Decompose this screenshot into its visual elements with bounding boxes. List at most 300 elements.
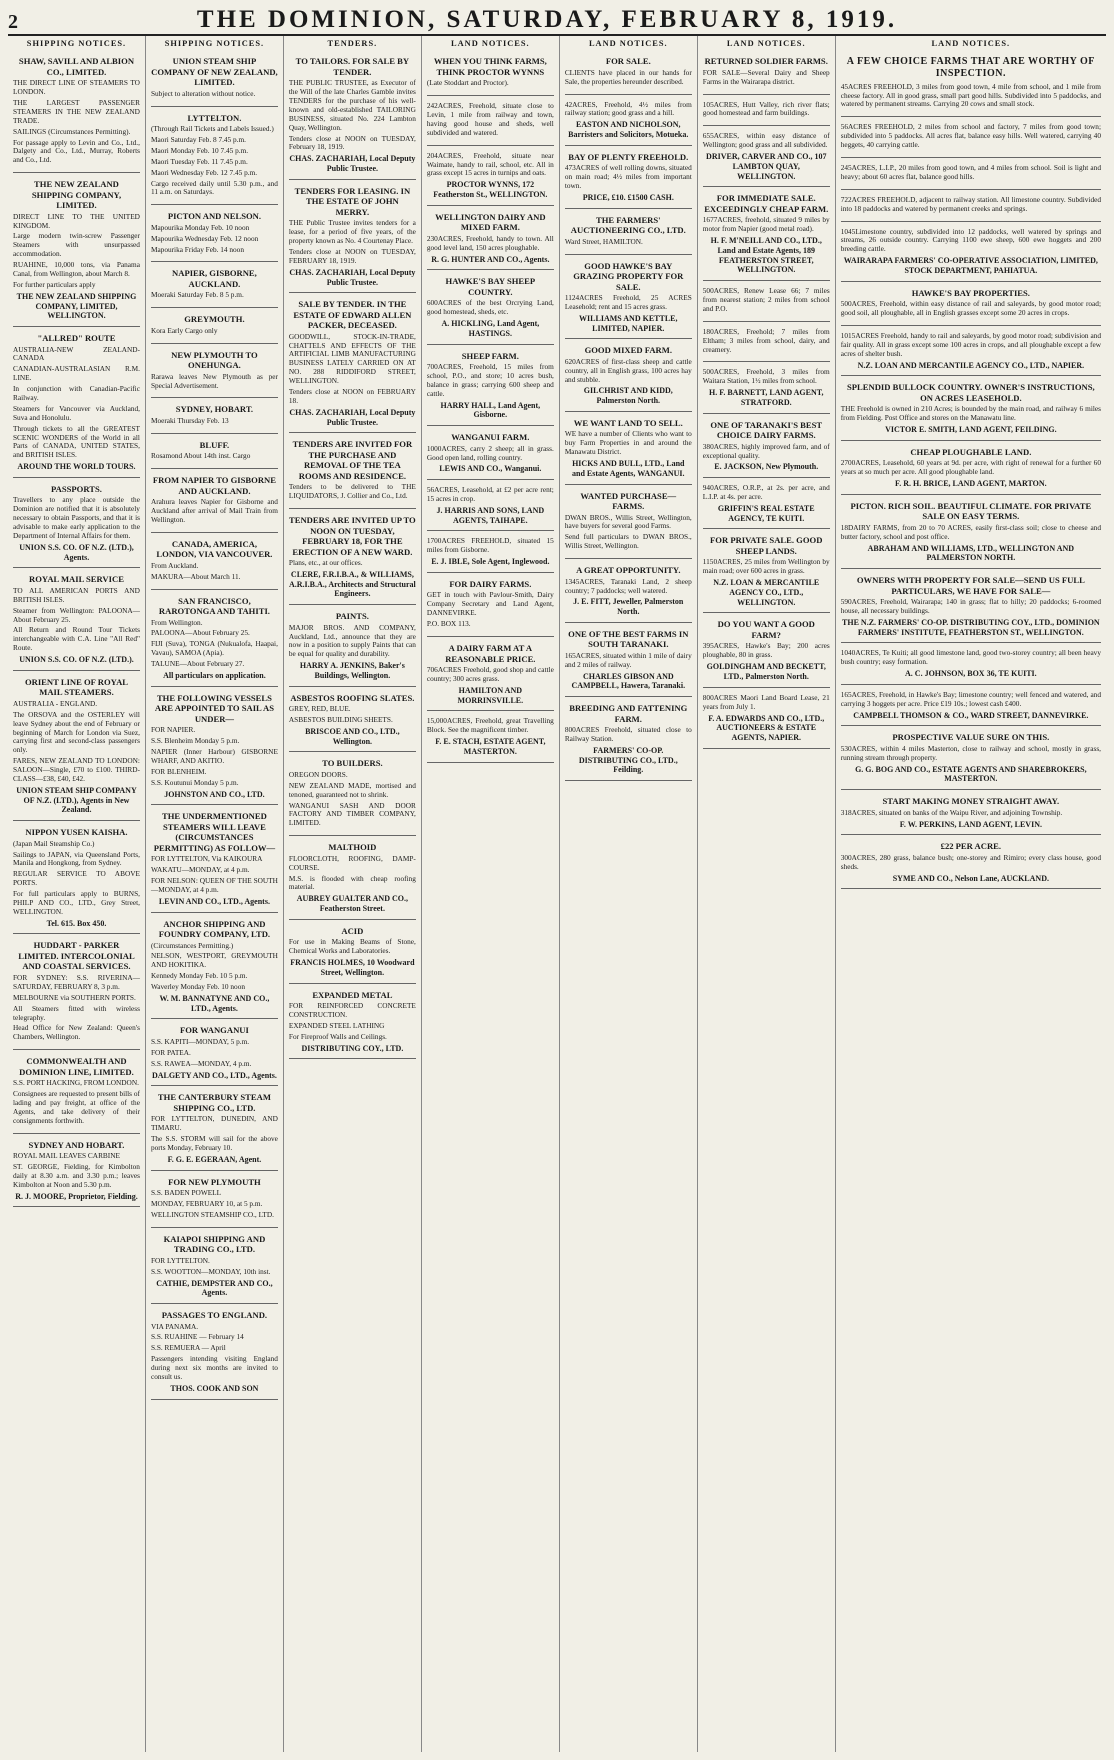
ad-text: OREGON DOORS. xyxy=(288,769,348,779)
ad-text: Ward Street, HAMILTON. xyxy=(564,236,643,246)
ad-text: FOR PATEA. xyxy=(150,1047,191,1057)
ad-text: SAILINGS (Circumstances Permitting). xyxy=(13,126,131,136)
ad-text: 245ACRES, L.I.P., 20 miles from good town, and 4 miles from school. Soil is light and heavy; about 60 acres flat, balance good hills. xyxy=(840,162,1101,181)
advertisement xyxy=(427,273,554,344)
ad-title: WANGANUI FARM. xyxy=(451,432,530,443)
ad-signature: F. G. E. EGERAAN, Agent. xyxy=(167,1154,262,1164)
column-heading: LAND NOTICES. xyxy=(451,39,530,48)
ad-title: ORIENT LINE OF ROYAL MAIL STEAMERS. xyxy=(24,676,129,698)
column-heading: SHIPPING NOTICES. xyxy=(164,39,265,48)
ad-signature: FARMERS' CO-OP. DISTRIBUTING CO., LTD., Feilding. xyxy=(578,745,678,775)
ad-text: 722ACRES FREEHOLD, adjacent to railway station. All limestone country. Subdivided into 18 paddocks and watered by permanent creeks and springs. xyxy=(840,194,1101,213)
advertisement xyxy=(13,176,140,327)
acreage-number: 45 xyxy=(840,81,849,91)
ad-title: A DAIRY FARM AT A REASONABLE PRICE. xyxy=(445,643,536,664)
ad-signature: W. M. BANNATYNE AND CO., LTD., Agents. xyxy=(159,993,270,1013)
ad-title: THE UNDERMENTIONED STEAMERS WILL LEAVE (CIRCUMSTANCES PERMITTING) AS FOLLOW— xyxy=(153,811,276,853)
ad-title: A GREAT OPPORTUNITY. xyxy=(576,565,681,576)
ad-signature: HARRY A. JENKINS, Baker's Buildings, Wellington. xyxy=(299,661,405,680)
ad-signature: PRICE, £10. £1500 CASH. xyxy=(582,192,674,202)
ad-text: 655ACRES, within easy distance of Wellington; good grass and all subdivided. xyxy=(702,131,830,150)
ad-text: DIRECT LINE TO THE UNITED KINGDOM. xyxy=(13,211,140,230)
ad-text: P.O. BOX 113. xyxy=(426,619,471,629)
advertisement xyxy=(151,1231,278,1304)
masthead xyxy=(8,4,1106,36)
ad-text: Large modern twin-screw Passenger Steamers with unsurpassed accommodation. xyxy=(13,231,140,259)
acreage-number: 56 xyxy=(426,485,435,495)
acreage-number: 1045 xyxy=(840,226,856,236)
ad-signature: R. G. HUNTER AND CO., Agents. xyxy=(431,254,550,264)
ad-text: S.S. REMUERA — April xyxy=(150,1343,226,1353)
ad-signature: ABRAHAM AND WILLIAMS, LTD., WELLINGTON AND PALMERSTON NORTH. xyxy=(867,543,1075,563)
advertisement xyxy=(13,571,140,670)
ad-title: FOR IMMEDIATE SALE. EXCEEDINGLY CHEAP FARM. xyxy=(704,193,829,214)
ad-signature: J. HARRIS AND SONS, LAND AGENTS, TAIHAPE. xyxy=(436,505,545,525)
ad-text: FOR NELSON: QUEEN OF THE SOUTH—MONDAY, at 4 p.m. xyxy=(150,876,278,894)
ad-text: THE Public Trustee invites tenders for a lease, for a period of five years, of the property known as No. 4 Courtenay Place. xyxy=(288,218,416,246)
advertisement xyxy=(565,212,692,255)
acreage-number: 165 xyxy=(840,689,852,699)
ad-text: 1345ACRES, Taranaki Land, 2 sheep country; 7 paddocks; well watered. xyxy=(564,576,692,595)
ad-text: Head Office for New Zealand: Queen's Chambers, Wellington. xyxy=(13,1023,140,1042)
advertisement xyxy=(427,429,554,480)
ad-signature: All particulars on application. xyxy=(163,671,266,681)
ad-text: Tenders to be delivered to THE LIQUIDATORS, J. Collier and Co., Ltd. xyxy=(288,482,416,501)
column-3 xyxy=(284,36,422,1752)
ad-text: Through tickets to all the GREATEST SCENIC WONDERS of the World in all Parts of CANADA, UNITED STATES, and BRITISH ISLES. xyxy=(13,423,140,460)
ad-signature: Tel. 615. Box 450. xyxy=(46,918,107,928)
ad-text: 300ACRES, 280 grass, balance bush; one-storey and Rimiro; every class house, good sheds. xyxy=(840,852,1101,871)
ad-text: From Wellington. xyxy=(150,617,203,627)
ad-text: MAJOR BROS. AND COMPANY, Auckland, Ltd., announce that they are now in a position to supply Paints that can be equal for quality and durability. xyxy=(288,622,416,659)
ad-text: Mapourika Monday Feb. 10 noon xyxy=(150,222,250,232)
acreage-number: 180 xyxy=(702,326,714,336)
ad-title: SPLENDID BULLOCK COUNTRY. OWNER'S INSTRUCTIONS, ON ACRES LEASEHOLD. xyxy=(847,382,1095,403)
ad-signature: WILLIAMS AND KETTLE, LIMITED, NAPIER. xyxy=(579,313,678,333)
ad-signature: BRISCOE AND CO., LTD., Wellington. xyxy=(305,726,400,746)
ad-title: FOR SALE. xyxy=(605,56,651,67)
ad-signature: THOS. COOK AND SON xyxy=(170,1383,259,1393)
advertisement xyxy=(151,311,278,343)
ad-text: The ORSOVA and the OSTERLEY will leave Sydney about the end of February or beginning of March for London via Suez, carrying first and second-class passengers only. xyxy=(13,709,140,755)
advertisement xyxy=(841,120,1101,158)
ad-text: WELLINGTON STEAMSHIP CO., LTD. xyxy=(150,1209,274,1219)
ad-text: Maori Saturday Feb. 8 7.45 p.m. xyxy=(150,134,247,144)
page-number: 2 xyxy=(8,11,18,33)
advertisement xyxy=(841,793,1101,835)
ad-signature: J. E. FITT, Jeweller, Palmerston North. xyxy=(573,597,684,617)
ad-text: Travellers to any place outside the Dominion are notified that it is absolutely necessary to obtain Passports, and that it is advisable to make early application to the Department of Internal Affairs for them. xyxy=(13,495,140,541)
ad-title: PICTON AND NELSON. xyxy=(167,211,262,222)
ad-signature: AUBREY GUALTER AND CO., Featherston Street. xyxy=(296,894,408,914)
advertisement xyxy=(151,208,278,262)
ad-signature: F. E. STACH, ESTATE AGENT, MASTERTON. xyxy=(435,737,546,756)
acreage-number: 42 xyxy=(564,99,573,109)
ad-signature: N.Z. LOAN AND MERCANTILE AGENCY CO., LTD., NAPIER. xyxy=(857,360,1085,370)
advertisement xyxy=(841,498,1101,569)
ad-text: REGULAR SERVICE TO ABOVE PORTS. xyxy=(13,869,140,888)
advertisement xyxy=(703,284,830,322)
ad-text: 242ACRES, Freehold, situate close to Levin, 1 mile from railway and town, having good house and sheds, well subdivided and watered. xyxy=(426,101,554,137)
ad-text: 2700ACRES, Leasehold, 60 years at 9d. per acre, with right of renewal for a further 60 years at so much per acre. All good ploughable land. xyxy=(840,458,1101,477)
ad-signature: E. JACKSON, New Plymouth. xyxy=(714,462,819,472)
ad-text: RUAHINE, 10,000 tons, via Panama Canal, from Wellington, about March 8. xyxy=(13,260,140,279)
ad-title: SHAW, SAVILL AND ALBION CO., LIMITED. xyxy=(18,56,135,77)
column-heading: LAND NOTICES. xyxy=(931,39,1011,48)
ad-title: FOR PRIVATE SALE. GOOD SHEEP LANDS. xyxy=(710,535,823,556)
advertisement xyxy=(427,714,554,762)
advertisement xyxy=(289,183,416,293)
ad-text: 45ACRES FREEHOLD, 3 miles from good town, 4 mile from school, and 1 mile from cheese factory. All in good grass, small part good hills. Subdivided into 5 paddocks, and watered by permanent streams. Carrying 20 cows and small stock. xyxy=(840,81,1101,109)
ad-signature: LEVIN AND CO., LTD., Agents. xyxy=(158,896,270,906)
advertisement xyxy=(703,53,830,94)
acreage-number: 1150 xyxy=(702,557,718,567)
ad-text: Subject to alteration without notice. xyxy=(150,88,256,98)
ad-text: 590ACRES, Freehold, Wairarapa; 140 in grass; flat to hilly; 20 paddocks; 6-roomed house, all necessary buildings. xyxy=(840,597,1101,616)
ad-title: EXPANDED METAL xyxy=(312,989,393,1000)
ad-text: THE Freehold is owned in 210 Acres; is bounded by the main road, and railway 6 miles from Fielding. Post Office and stores on the Manawatu line. xyxy=(840,404,1101,423)
ad-signature: CHAS. ZACHARIAH, Local Deputy Public Trustee. xyxy=(289,407,416,427)
ad-text: 165ACRES, Freehold, in Hawke's Bay; limestone country; well fenced and watered, and carrying 3 hoggets per acre. Price £19 10s.; lowest cash £400. xyxy=(840,689,1101,708)
advertisement xyxy=(841,193,1101,222)
ad-title: LYTTELTON. xyxy=(187,112,242,123)
ad-text: 318ACRES, situated on banks of the Waipu River, and adjoining Township. xyxy=(840,807,1063,817)
column-heading: LAND NOTICES. xyxy=(726,39,806,48)
acreage-number: 1000 xyxy=(426,443,442,453)
ad-text: All Return and Round Tour Tickets interchangeable with C.A. Line "All Red" Route. xyxy=(13,625,140,653)
ad-signature: EASTON AND NICHOLSON, Barristers and Solicitors, Motueka. xyxy=(568,120,689,140)
ad-title: TENDERS ARE INVITED UP TO NOON ON TUESDAY, FEBRUARY 18, FOR THE ERECTION OF A NEW WARD. xyxy=(289,515,416,557)
advertisement xyxy=(13,824,140,934)
advertisement xyxy=(427,640,554,711)
ad-text: Passengers intending visiting England during next six months are invited to consult us. xyxy=(150,1354,278,1382)
ad-text: FOR REINFORCED CONCRETE CONSTRUCTION. xyxy=(288,1001,416,1019)
ad-text: EXPANDED STEEL LATHING xyxy=(288,1020,385,1030)
ad-title: GOOD HAWKE'S BAY GRAZING PROPERTY FOR SALE. xyxy=(573,260,684,292)
ad-text: FOR BLENHEIM. xyxy=(150,766,207,776)
ad-text: ASBESTOS BUILDING SHEETS. xyxy=(288,715,393,725)
ad-text: Maori Monday Feb. 10 7.45 p.m. xyxy=(150,145,249,155)
ad-signature: HAMILTON AND MORRINSVILLE. xyxy=(457,685,524,705)
acreage-number: 655 xyxy=(702,131,714,141)
advertisement xyxy=(151,437,278,469)
advertisement xyxy=(841,225,1101,282)
acreage-number: 500 xyxy=(702,367,714,377)
advertisement xyxy=(427,534,554,573)
ad-title: "ALLRED" ROUTE xyxy=(37,333,116,344)
column-4 xyxy=(422,36,560,1752)
advertisement xyxy=(289,839,416,920)
ad-signature: PROCTOR WYNNS, 172 Featherston St., WELLINGTON. xyxy=(433,180,548,200)
advertisement xyxy=(151,53,278,106)
ad-text: PALOONA—About February 25. xyxy=(150,628,250,638)
advertisement xyxy=(703,691,830,749)
acreage-number: 800 xyxy=(564,725,576,735)
ad-signature: H. F. BARNETT, LAND AGENT, STRATFORD. xyxy=(708,388,824,407)
ad-signature: CLERE, F.R.I.B.A., & WILLIAMS, A.R.I.B.A., Architects and Structural Engineers. xyxy=(289,569,416,599)
ad-text: Waverley Monday Feb. 10 noon xyxy=(150,982,246,992)
ad-signature: DALGETY AND CO., LTD., Agents. xyxy=(151,1070,277,1080)
ad-text: CANADIAN-AUSTRALASIAN R.M. LINE. xyxy=(13,364,140,383)
ad-text: NELSON, WESTPORT, GREYMOUTH AND HOKITIKA. xyxy=(150,951,278,970)
ad-signature: GOLDINGHAM AND BECKETT, LTD., Palmerston North. xyxy=(706,662,826,681)
ad-text: 1045Limestone country, subdivided into 12 paddocks, well watered by springs and streams, 26 outside country. Carrying 1100 ewe sheep, 600 ewe hoggets and 200 breeding cattle. xyxy=(840,226,1101,254)
ad-text: The S.S. STORM will sail for the above ports Monday, February 10. xyxy=(150,1134,278,1153)
ad-text: 380ACRES, highly improved farm, and of exceptional quality. xyxy=(702,441,830,460)
ad-text: FARES, NEW ZEALAND TO LONDON: SALOON—Single, £70 to £100. THIRD-CLASS—£38, £40, £42. xyxy=(13,756,140,783)
ad-text: Plans, etc., at our offices. xyxy=(288,557,363,567)
advertisement xyxy=(151,593,278,687)
ad-text: Steamers for Vancouver via Auckland, Suva and Honolulu. xyxy=(13,403,140,422)
ad-text: 204ACRES, Freehold, situate near Waimate, handy to rail, school, etc. All in grass except 15 acres in turnips and oats. xyxy=(426,150,554,178)
ad-title: PASSPORTS. xyxy=(51,483,102,494)
ad-text: Tenders close at NOON on TUESDAY, February 18, 1919. xyxy=(288,133,416,152)
column-heading: SHIPPING NOTICES. xyxy=(26,39,127,48)
acreage-number: 1040 xyxy=(840,648,856,658)
ad-text: DWAN BROS., Willis Street, Wellington, have buyers for several good Farms. xyxy=(564,512,692,531)
acreage-number: 300 xyxy=(840,852,852,862)
ad-text: S.S. RAWEA—MONDAY, 4 p.m. xyxy=(150,1058,252,1068)
ad-text: 1015ACRES Freehold, handy to rail and saleyards, by good motor road; subdivision and fair quality. All in grass except some 100 acres in crops, and all ploughable except a few acres of shelter bush. xyxy=(840,330,1101,358)
advertisement xyxy=(427,99,554,146)
acreage-number: 800 xyxy=(702,692,714,702)
ad-signature: GRIFFIN'S REAL ESTATE AGENCY, TE KUITI. xyxy=(717,503,815,523)
ad-text: FOR LYTTELTON, Via KAIKOURA xyxy=(150,854,263,864)
advertisement xyxy=(289,923,416,984)
ad-text: NAPIER (Inner Harbour) GISBORNE WHARF, AND AKITIO. xyxy=(150,747,278,765)
ad-text: THE DIRECT LINE OF STEAMERS TO LONDON. xyxy=(13,78,140,97)
ad-title: ASBESTOS ROOFING SLATES. xyxy=(290,692,415,703)
ad-text: FOR NAPIER. xyxy=(150,725,196,735)
ad-text: 530ACRES, within 4 miles Masterton, close to railway and school, mostly in grass, running stream through property. xyxy=(840,743,1101,762)
ad-signature: CHAS. ZACHARIAH, Local Deputy Public Trustee. xyxy=(289,267,416,287)
acreage-number: 530 xyxy=(840,743,852,753)
ad-text: FOR LYTTELTON, DUNEDIN, AND TIMARU. xyxy=(150,1114,278,1133)
acreage-number: 245 xyxy=(840,162,852,172)
columns-container xyxy=(8,36,1106,1752)
newspaper-title: THE DOMINION, SATURDAY, FEBRUARY 8, 1919. xyxy=(196,6,898,33)
ad-title: PAINTS. xyxy=(335,611,369,622)
acreage-number: 1124 xyxy=(564,293,580,303)
ad-signature: AROUND THE WORLD TOURS. xyxy=(17,462,136,472)
acreage-number: 165 xyxy=(564,650,576,660)
advertisement xyxy=(703,325,830,363)
advertisement xyxy=(841,285,1101,326)
advertisement xyxy=(841,444,1101,495)
ad-title: WANTED PURCHASE—FARMS. xyxy=(580,490,677,512)
ad-text: (Through Rail Tickets and Labels Issued.) xyxy=(150,124,274,134)
advertisement xyxy=(841,161,1101,190)
advertisement xyxy=(13,1053,140,1133)
advertisement xyxy=(841,729,1101,790)
ad-signature: DRIVER, CARVER AND CO., 107 LAMBTON QUAY, WELLINGTON. xyxy=(706,152,827,181)
ad-text: 700ACRES, Freehold, 15 miles from school, P.O., and store; 10 acres bush, balance in grass; carrying 600 sheep and cattle. xyxy=(426,362,554,398)
acreage-number: 56 xyxy=(840,122,849,132)
ad-text: MELBOURNE via SOUTHERN PORTS. xyxy=(13,992,136,1002)
ad-text: THE PUBLIC TRUSTEE, as Executor of the Will of the late Charles Gamble invites TENDERS for the purchase of his well-known and old-established TAILORING BUSINESS, situated No. 224 Lambton Quay, Wellington. xyxy=(288,78,416,132)
ad-text: 620ACRES of first-class sheep and cattle country, all in English grass, 100 acres hay and stubble. xyxy=(564,356,692,384)
ad-signature: GILCHRIST AND KIDD, Palmerston North. xyxy=(583,386,673,406)
column-heading: TENDERS. xyxy=(327,39,378,48)
column-5 xyxy=(560,36,698,1752)
ad-title: WELLINGTON DAIRY AND MIXED FARM. xyxy=(435,211,546,233)
ad-title: PICTON. RICH SOIL. BEAUTIFUL CLIMATE. FOR PRIVATE SALE ON EASY TERMS. xyxy=(850,500,1092,522)
ad-signature: HARRY HALL, Land Agent, Gisborne. xyxy=(440,400,541,420)
advertisement xyxy=(151,808,278,912)
acreage-number: 2700 xyxy=(840,458,856,468)
ad-signature: E. J. IBLE, Sole Agent, Inglewood. xyxy=(431,557,550,567)
ad-signature: N.Z. LOAN & MERCANTILE AGENCY CO., LTD., WELLINGTON. xyxy=(713,578,820,607)
ad-title: FOR WANGANUI xyxy=(180,1025,249,1036)
ad-text: GET in touch with Pavlour-Smith, Dairy Company Secretary and Land Agent, DANNEVIRKE. xyxy=(426,590,554,618)
ad-text: WE have a number of Clients who want to buy Farm Properties in and around the Manawatu District. xyxy=(564,429,692,457)
ad-text: FOR SALE—Several Dairy and Sheep Farms in the Wairarapa district. xyxy=(702,67,830,86)
column-7 xyxy=(836,36,1106,1752)
advertisement xyxy=(841,688,1101,727)
advertisement xyxy=(841,379,1101,441)
ad-text: NEW ZEALAND MADE, mortised and tenoned, guaranteed not to shrink. xyxy=(288,780,416,799)
advertisement xyxy=(151,536,278,590)
advertisement xyxy=(13,937,140,1050)
ad-text: Rarawa leaves New Plymouth as per Special Advertisement. xyxy=(150,371,278,390)
ad-text: S.S. PORT HACKING, FROM LONDON. xyxy=(13,1078,139,1088)
ad-title: KAIAPOI SHIPPING AND TRADING CO., LTD. xyxy=(163,1233,266,1255)
column-heading: LAND NOTICES. xyxy=(588,39,668,48)
advertisement xyxy=(289,608,416,687)
ad-text: AUSTRALIA - ENGLAND. xyxy=(13,698,98,708)
ad-signature: FRANCIS HOLMES, 10 Woodward Street, Wellington. xyxy=(290,958,415,977)
ad-text: S.S. BADEN POWELL xyxy=(150,1188,222,1198)
advertisement xyxy=(151,347,278,399)
advertisement xyxy=(565,626,692,697)
ad-text: Cargo received daily until 5.30 p.m., and 11 a.m. on Saturdays. xyxy=(150,178,278,197)
acreage-number: 1345 xyxy=(564,576,580,586)
ad-title: ANCHOR SHIPPING AND FOUNDRY COMPANY, LTD. xyxy=(158,918,271,940)
advertisement xyxy=(565,149,692,209)
ad-text: (Japan Mail Steamship Co.) xyxy=(13,838,95,848)
advertisement xyxy=(151,1307,278,1400)
ad-text: 500ACRES, Freehold, within easy distance of rail and saleyards, by good motor road; good soil, all ploughable, all in English grasses except some 20 acres in crops. xyxy=(840,299,1101,318)
ad-title: TENDERS FOR LEASING. IN THE ESTATE OF JOHN MERRY. xyxy=(294,185,411,217)
acreage-number: 590 xyxy=(840,597,852,607)
ad-text: Tenders close at NOON on FEBRUARY 18. xyxy=(288,387,416,405)
ad-text: Moeraki Saturday Feb. 8 5 p.m. xyxy=(150,290,244,300)
advertisement xyxy=(703,129,830,187)
acreage-number: 230 xyxy=(426,233,438,243)
advertisement xyxy=(289,436,416,509)
ad-title: FROM NAPIER TO GISBORNE AND AUCKLAND. xyxy=(152,475,276,496)
acreage-number: 395 xyxy=(702,641,714,651)
advertisement xyxy=(289,755,416,836)
column-6 xyxy=(698,36,836,1752)
ad-text: 230ACRES, Freehold, handy to town. All good level land, 150 acres ploughable. xyxy=(426,233,554,252)
ad-title: RETURNED SOLDIER FARMS. xyxy=(704,56,828,67)
advertisement xyxy=(151,401,278,433)
ad-title: OWNERS WITH PROPERTY FOR SALE—SEND US FULL PARTICULARS, WE HAVE FOR SALE— xyxy=(856,575,1085,596)
advertisement xyxy=(703,532,830,613)
ad-text: For further particulars apply xyxy=(13,279,96,289)
ad-signature: VICTOR E. SMITH, LAND AGENT, FEILDING. xyxy=(885,425,1057,435)
advertisement xyxy=(703,98,830,127)
ad-signature: UNION STEAM SHIP COMPANY OF N.Z. (LTD.), Agents in New Zealand. xyxy=(16,785,137,815)
ad-text: 800ACRES Freehold, situated close to Railway Station. xyxy=(564,725,692,744)
advertisement xyxy=(13,1137,140,1208)
ad-title: UNION STEAM SHIP COMPANY OF NEW ZEALAND, LIMITED. xyxy=(151,56,278,88)
ad-text: 105ACRES, Hutt Valley, rich river flats; good homestead and farm buildings. xyxy=(702,99,830,118)
ad-signature: CATHIE, DEMPSTER AND CO., Agents. xyxy=(156,1278,273,1298)
ad-title: PROSPECTIVE VALUE SURE ON THIS. xyxy=(892,732,1050,743)
advertisement xyxy=(151,1174,278,1228)
ad-title: SALE BY TENDER. IN THE ESTATE OF EDWARD ALLEN PACKER, DECEASED. xyxy=(293,299,412,331)
ad-title: THE NEW ZEALAND SHIPPING COMPANY, LIMITED. xyxy=(31,179,122,211)
acreage-number: 1015 xyxy=(840,330,856,340)
ad-text: GREY, RED, BLUE. xyxy=(288,704,351,714)
ad-signature: HICKS AND BULL, LTD., Land and Estate Agents, WANGANUI. xyxy=(572,459,685,478)
acreage-number: 500 xyxy=(702,286,714,296)
ad-text: (Late Stoddart and Proctor). xyxy=(426,78,509,88)
acreage-number: 1677 xyxy=(702,215,718,225)
ad-title: WHEN YOU THINK FARMS, THINK PROCTOR WYNNS xyxy=(433,56,547,77)
ad-text: Send full particulars to DWAN BROS., Willis Street, Wellington. xyxy=(564,532,692,551)
ad-text: ROYAL MAIL LEAVES CARBINE xyxy=(13,1151,120,1161)
ad-text: Steamer from Wellington: PALOONA—About February 25. xyxy=(13,605,140,624)
acreage-number: 722 xyxy=(840,194,852,204)
ad-signature: CHAS. ZACHARIAH, Local Deputy Public Trustee. xyxy=(289,154,416,174)
ad-text: Arahura leaves Napier for Gisborne and Auckland after arrival of Mail Train from Wellington. xyxy=(150,497,278,524)
ad-text: M.S. is flooded with cheap roofing material. xyxy=(288,873,416,892)
ad-signature: LEWIS AND CO., Wanganui. xyxy=(439,464,542,474)
ad-title: COMMONWEALTH AND DOMINION LINE, LIMITED. xyxy=(19,1056,134,1077)
acreage-number: 500 xyxy=(840,299,852,309)
ad-text: For Fireproof Walls and Ceilings. xyxy=(288,1031,387,1041)
ad-title: BREEDING AND FATTENING FARM. xyxy=(569,703,688,724)
acreage-number: 380 xyxy=(702,441,714,451)
ad-text: AUSTRALIA-NEW ZEALAND-CANADA xyxy=(13,344,140,363)
ad-text: All Steamers fitted with wireless telegraphy. xyxy=(13,1003,140,1022)
ad-text: Kora Early Cargo only xyxy=(150,325,218,335)
ad-signature: F. R. H. BRICE, LAND AGENT, MARTON. xyxy=(895,479,1047,489)
ad-text: 800ACRES Maori Land Board Lease, 21 years from July 1. xyxy=(702,692,830,711)
ad-title: SHEEP FARM. xyxy=(461,350,519,361)
ad-text: 15,000ACRES, Freehold, great Travelling Block. See the magnificent timber. xyxy=(426,716,554,735)
ad-text: For full particulars apply to BURNS, PHILP AND CO., LTD., Grey Street, WELLINGTON. xyxy=(13,889,140,916)
ad-signature: JOHNSTON AND CO., LTD. xyxy=(164,789,265,799)
ad-title: THE FARMERS' AUCTIONEERING CO., LTD. xyxy=(570,214,686,236)
ad-title: £22 PER ACRE. xyxy=(940,841,1002,852)
ad-text: 600ACRES of the best Orcrying Land, good homestead, sheds, etc. xyxy=(426,298,554,317)
ad-text: WANGANUI SASH AND DOOR FACTORY AND TIMBER COMPANY, LIMITED. xyxy=(288,800,416,828)
ad-text: S.S. KAPITI—MONDAY, 5 p.m. xyxy=(150,1036,250,1046)
advertisement xyxy=(565,562,692,623)
advertisement xyxy=(703,190,830,281)
ad-text: Tenders close at NOON on TUESDAY, FEBRUARY 18, 1919. xyxy=(288,246,416,265)
ad-signature: SYME AND CO., Nelson Lane, AUCKLAND. xyxy=(892,873,1049,883)
ad-signature: A. HICKLING, Land Agent, HASTINGS. xyxy=(441,319,540,338)
advertisement xyxy=(703,481,830,529)
ad-title: BAY OF PLENTY FREEHOLD. xyxy=(568,151,689,162)
ad-text: 500ACRES, Renew Lease 66; 7 miles from nearest station; 2 miles from school and P.O. xyxy=(702,286,830,313)
ad-text: TALUNE—About February 27. xyxy=(150,659,245,669)
ad-text: Maori Tuesday Feb. 11 7.45 p.m. xyxy=(150,156,248,166)
acreage-number: 706 xyxy=(426,664,438,674)
ad-text: Mapourika Wednesday Feb. 12 noon xyxy=(150,233,259,243)
ad-text: 1124ACRES Freehold, 25 ACRES Leasehold; rent and 15 acres grass. xyxy=(564,293,692,311)
ad-title: PASSAGES TO ENGLAND. xyxy=(161,1310,268,1321)
ad-title: DO YOU WANT A GOOD FARM? xyxy=(717,619,815,640)
ad-signature: A. C. JOHNSON, BOX 36, TE KUITI. xyxy=(905,669,1037,679)
advertisement xyxy=(13,674,140,821)
ad-text: FOR LYTTELTON. xyxy=(150,1255,210,1265)
